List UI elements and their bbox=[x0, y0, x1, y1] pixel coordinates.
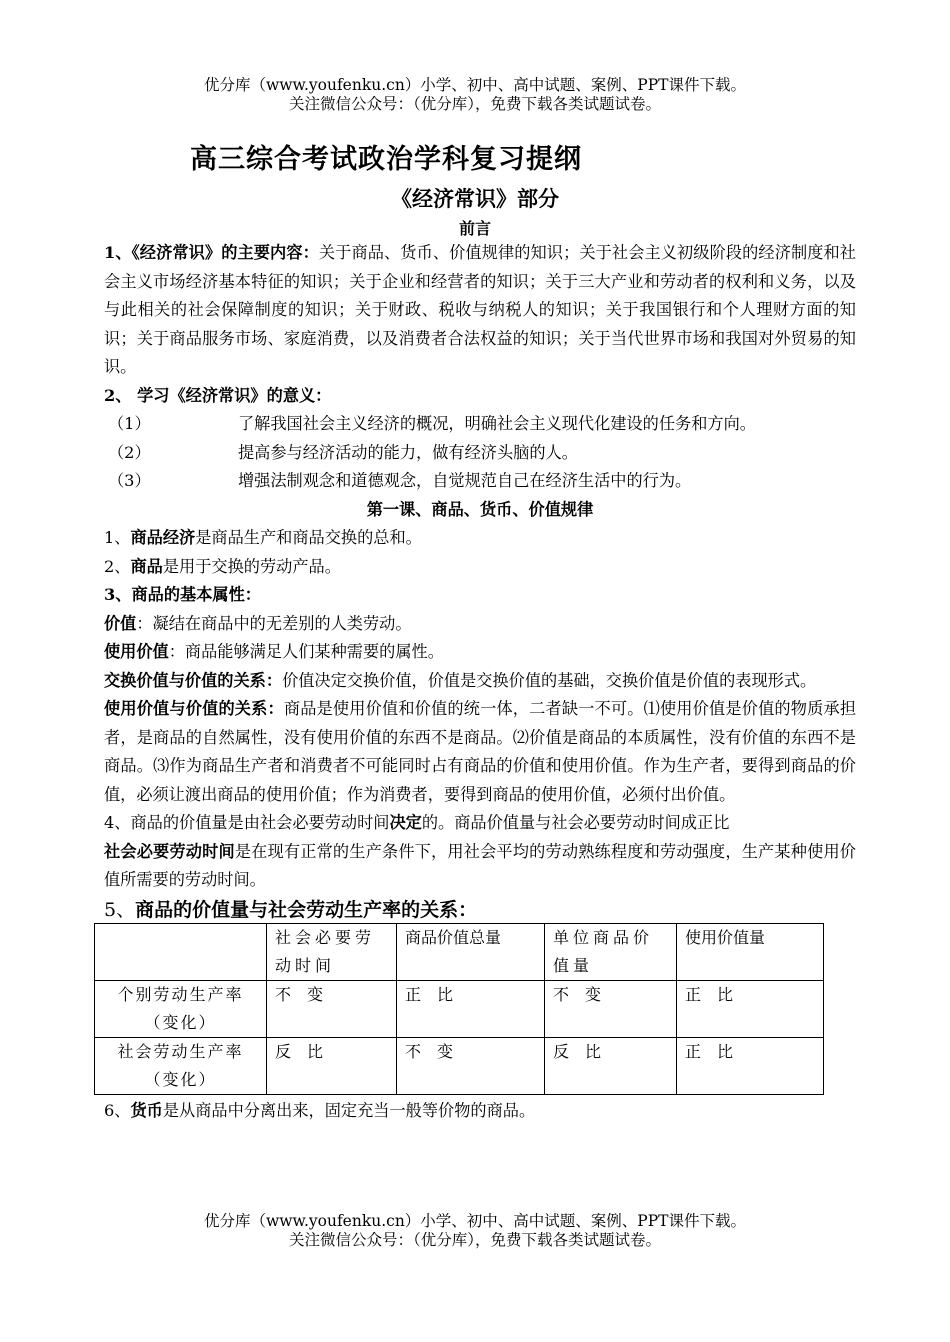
paragraph-snlt bbox=[104, 838, 856, 895]
paragraph-commodity-economy bbox=[104, 524, 856, 553]
document-subtitle: 《经济常识》部分 bbox=[391, 187, 559, 211]
significance-item bbox=[104, 410, 856, 439]
paragraph-use-value bbox=[104, 638, 856, 667]
term: 价值 bbox=[104, 613, 137, 633]
significance-label: 2、 学习《经济常识》的意义： bbox=[104, 385, 332, 405]
text-segment: 的。商品价值量与社会必要劳动时间成正比 bbox=[421, 813, 730, 832]
paragraph-main-content bbox=[104, 239, 856, 382]
item-number: 2、 bbox=[104, 556, 131, 576]
item-number: （2） bbox=[108, 442, 151, 462]
term: 交换价值与价值的关系： bbox=[104, 670, 283, 690]
table-header-cell: 使用价值量 bbox=[677, 923, 824, 980]
item-number: 5、 bbox=[104, 898, 136, 921]
document-title: 高三综合考试政治学科复习提纲 bbox=[190, 144, 582, 175]
preface-heading: 前言 bbox=[458, 219, 491, 238]
header-line-2: 关注微信公众号：（优分库），免费下载各类试题试卷。 bbox=[288, 95, 661, 113]
header-line-1: 优分库（www.youfenku.cn）小学、初中、高中试题、案例、PPT课件下载。 bbox=[203, 76, 747, 94]
page-header bbox=[0, 76, 950, 114]
term: 社会必要劳动时间 bbox=[104, 841, 235, 861]
paragraph-label: 1、《经济常识》的主要内容： bbox=[104, 243, 319, 262]
significance-item bbox=[104, 439, 856, 468]
item-text: 了解我国社会主义经济的概况，明确社会主义现代化建设的任务和方向。 bbox=[238, 414, 756, 433]
term-definition: ：商品能够满足人们某种需要的属性。 bbox=[168, 642, 444, 661]
table-row bbox=[95, 980, 824, 1037]
document-body bbox=[104, 239, 856, 1125]
table-corner-cell bbox=[95, 923, 267, 980]
section-label: 商品的价值量与社会劳动生产率的关系： bbox=[135, 898, 478, 921]
term: 决定 bbox=[389, 813, 422, 832]
table-header-cell: 商品价值总量 bbox=[397, 923, 545, 980]
table-cell: 反 比 bbox=[545, 1037, 677, 1094]
text-segment: 4、商品的价值量是由社会必要劳动时间 bbox=[104, 813, 390, 832]
table-header-cell: 社会必要劳动时间 bbox=[267, 923, 397, 980]
term: 使用价值与价值的关系： bbox=[104, 699, 284, 718]
item-text: 增强法制观念和道德观念，自觉规范自己在经济生活中的行为。 bbox=[238, 471, 692, 490]
paragraph-basic-attributes bbox=[104, 581, 856, 610]
term: 商品经济 bbox=[130, 528, 196, 547]
section-label: 3、商品的基本属性： bbox=[104, 585, 261, 604]
paragraph-significance-label bbox=[104, 382, 856, 411]
section-5-heading bbox=[104, 897, 856, 923]
term-definition: 是在现有正常的生产条件下，用社会平均的劳动熟练程度和劳动强度，生产某种使用价值所需要的劳动时间。 bbox=[104, 841, 856, 889]
term: 货币 bbox=[130, 1100, 163, 1120]
item-number: （3） bbox=[108, 471, 151, 490]
paragraph-value bbox=[104, 610, 856, 639]
page-footer bbox=[0, 1212, 950, 1250]
paragraph-use-value-relation bbox=[104, 695, 856, 809]
paragraph-text: 关于商品、货币、价值规律的知识；关于社会主义初级阶段的经济制度和社会主义市场经济基本特征的知识；关于企业和经营者的知识；关于三大产业和劳动者的权利和义务，以及与此相关的社会保障制度的知识；关于财政、税收与纳税人的知识；关于我国银行和个人理财方面的知识；关于商品服务市场、家庭消费，以及消费者合法权益的知识；关于当代世界市场和我国对外贸易的知识。 bbox=[104, 243, 856, 376]
table-cell: 不 变 bbox=[545, 980, 677, 1037]
paragraph-commodity bbox=[104, 553, 856, 582]
table-cell: 正 比 bbox=[677, 980, 824, 1037]
table-header-row bbox=[95, 923, 824, 980]
lesson-heading: 第一课、商品、货币、价值规律 bbox=[366, 499, 594, 519]
table-row-label: 个别劳动生产率（变化） bbox=[95, 980, 267, 1037]
term: 使用价值 bbox=[104, 642, 169, 661]
footer-line-1: 优分库（www.youfenku.cn）小学、初中、高中试题、案例、PPT课件下载。 bbox=[203, 1212, 747, 1230]
table-row-label: 社会劳动生产率（变化） bbox=[95, 1037, 267, 1094]
paragraph-exchange-value-relation bbox=[104, 667, 856, 696]
table-cell: 正 比 bbox=[397, 980, 545, 1037]
item-number: （1） bbox=[108, 414, 151, 433]
item-number: 6、 bbox=[104, 1100, 131, 1120]
table-row bbox=[95, 1037, 824, 1094]
term-definition: 是用于交换的劳动产品。 bbox=[162, 556, 341, 576]
item-text: 提高参与经济活动的能力，做有经济头脑的人。 bbox=[238, 442, 578, 462]
productivity-relation-table bbox=[94, 923, 824, 1095]
table-cell: 正 比 bbox=[677, 1037, 824, 1094]
table-cell: 反 比 bbox=[267, 1037, 397, 1094]
paragraph-money bbox=[104, 1097, 856, 1126]
term: 商品 bbox=[130, 556, 163, 576]
item-number: 1、 bbox=[104, 528, 131, 547]
term-definition: 价值决定交换价值，价值是交换价值的基础，交换价值是价值的表现形式。 bbox=[282, 670, 817, 690]
paragraph-value-magnitude bbox=[104, 809, 856, 838]
term-definition: 是商品生产和商品交换的总和。 bbox=[195, 528, 422, 547]
term-definition: ：凝结在商品中的无差别的人类劳动。 bbox=[136, 613, 412, 633]
significance-item bbox=[104, 467, 856, 496]
term-definition: 是从商品中分离出来，固定充当一般等价物的商品。 bbox=[162, 1100, 536, 1120]
table-cell: 不 变 bbox=[267, 980, 397, 1037]
table-header-cell: 单位商品价值量 bbox=[545, 923, 677, 980]
term-definition: 商品是使用价值和价值的统一体，二者缺一不可。⑴使用价值是价值的物质承担者，是商品的自然属性，没有使用价值的东西不是商品。⑵价值是商品的本质属性，没有价值的东西不是商品。⑶作为商品生产者和消费者不可能同时占有商品的价值和使用价值。作为生产者，要得到商品的价值，必须让渡出商品的使用价值；作为消费者，要得到商品的使用价值，必须付出价值。 bbox=[104, 699, 857, 804]
footer-line-2: 关注微信公众号：（优分库），免费下载各类试题试卷。 bbox=[288, 1231, 661, 1249]
table-cell: 不 变 bbox=[397, 1037, 545, 1094]
